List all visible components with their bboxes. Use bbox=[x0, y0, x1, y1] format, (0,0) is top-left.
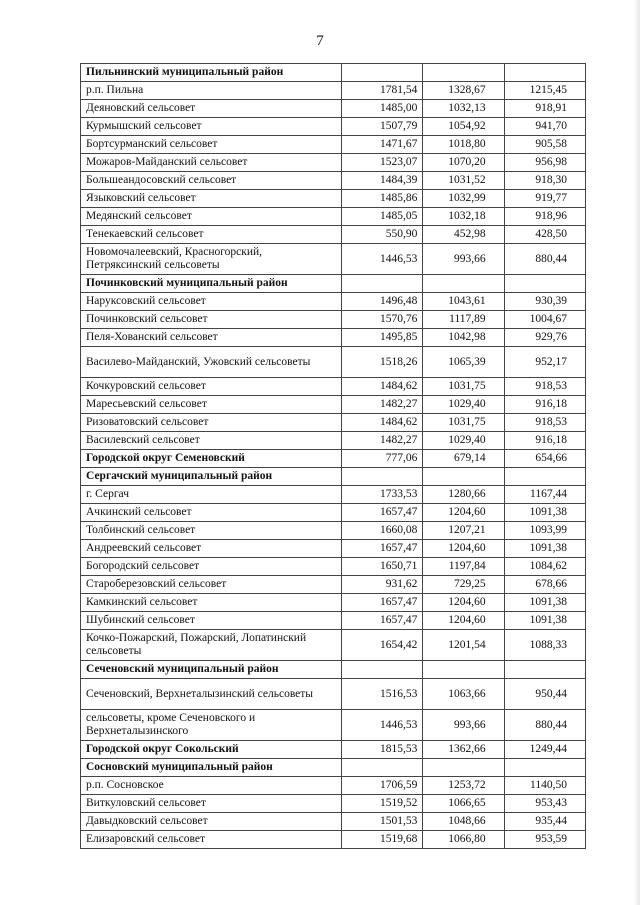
row-name-cell: Василево-Майданский, Ужовский сельсоветы bbox=[81, 347, 342, 378]
row-name-cell: Сосновский муниципальный район bbox=[81, 759, 342, 777]
row-name-cell: Камкинский сельсовет bbox=[81, 594, 342, 612]
row-name-cell: Наруксовский сельсовет bbox=[81, 293, 342, 311]
row-name-cell: Медянский сельсовет bbox=[81, 208, 342, 226]
row-value-1-cell: 1516,53 bbox=[342, 679, 423, 710]
row-value-1-cell: 550,90 bbox=[342, 226, 423, 244]
row-name-cell: Толбинский сельсовет bbox=[81, 522, 342, 540]
row-value-2-cell: 1031,52 bbox=[423, 172, 504, 190]
row-name-cell: Сергачский муниципальный район bbox=[81, 468, 342, 486]
row-value-3-cell: 1004,67 bbox=[504, 311, 585, 329]
table-row bbox=[81, 396, 586, 414]
row-value-3-cell: 678,66 bbox=[504, 576, 585, 594]
table-row bbox=[81, 612, 586, 630]
row-name-cell: Новомочалеевский, Красногорский, Петряксинский сельсоветы bbox=[81, 244, 342, 275]
row-value-2-cell: 1204,60 bbox=[423, 540, 504, 558]
row-value-2-cell: 993,66 bbox=[423, 710, 504, 741]
row-name-cell: Елизаровский сельсовет bbox=[81, 831, 342, 849]
row-name-cell: Большеандосовский сельсовет bbox=[81, 172, 342, 190]
row-value-2-cell bbox=[423, 759, 504, 777]
row-value-2-cell: 1117,89 bbox=[423, 311, 504, 329]
row-value-1-cell: 777,06 bbox=[342, 450, 423, 468]
row-value-3-cell: 950,44 bbox=[504, 679, 585, 710]
row-value-2-cell: 1204,60 bbox=[423, 594, 504, 612]
row-value-1-cell: 1485,86 bbox=[342, 190, 423, 208]
row-name-cell: Сеченовский муниципальный район bbox=[81, 661, 342, 679]
row-value-2-cell: 452,98 bbox=[423, 226, 504, 244]
section-row bbox=[81, 450, 586, 468]
row-value-3-cell: 916,18 bbox=[504, 396, 585, 414]
row-value-2-cell: 1032,99 bbox=[423, 190, 504, 208]
row-name-cell: Сеченовский, Верхнеталызинский сельсоветы bbox=[81, 679, 342, 710]
row-value-1-cell: 1495,85 bbox=[342, 329, 423, 347]
table-row bbox=[81, 558, 586, 576]
row-value-2-cell: 1042,98 bbox=[423, 329, 504, 347]
row-value-3-cell: 918,96 bbox=[504, 208, 585, 226]
row-value-1-cell: 1650,71 bbox=[342, 558, 423, 576]
row-value-2-cell: 1031,75 bbox=[423, 414, 504, 432]
table-row bbox=[81, 311, 586, 329]
row-value-2-cell: 1253,72 bbox=[423, 777, 504, 795]
row-name-cell: Языковский сельсовет bbox=[81, 190, 342, 208]
table-row bbox=[81, 329, 586, 347]
row-value-2-cell: 679,14 bbox=[423, 450, 504, 468]
table-row bbox=[81, 82, 586, 100]
row-value-2-cell: 1032,18 bbox=[423, 208, 504, 226]
section-row bbox=[81, 759, 586, 777]
row-value-1-cell bbox=[342, 275, 423, 293]
row-value-3-cell: 1091,38 bbox=[504, 540, 585, 558]
row-value-1-cell: 1484,62 bbox=[342, 378, 423, 396]
row-value-3-cell: 1091,38 bbox=[504, 504, 585, 522]
row-name-cell: Пильнинский муниципальный район bbox=[81, 64, 342, 82]
row-value-3-cell: 935,44 bbox=[504, 813, 585, 831]
row-value-2-cell: 1201,54 bbox=[423, 630, 504, 661]
table-row bbox=[81, 576, 586, 594]
row-name-cell: Виткуловский сельсовет bbox=[81, 795, 342, 813]
section-row bbox=[81, 64, 586, 82]
row-value-1-cell: 1484,62 bbox=[342, 414, 423, 432]
row-value-1-cell: 1657,47 bbox=[342, 594, 423, 612]
row-value-2-cell: 1065,39 bbox=[423, 347, 504, 378]
row-value-2-cell: 1054,92 bbox=[423, 118, 504, 136]
row-value-1-cell: 1706,59 bbox=[342, 777, 423, 795]
row-value-1-cell: 1485,00 bbox=[342, 100, 423, 118]
page-number: 7 bbox=[316, 33, 324, 49]
table-row bbox=[81, 118, 586, 136]
table-row bbox=[81, 813, 586, 831]
row-value-1-cell: 1519,52 bbox=[342, 795, 423, 813]
table-row bbox=[81, 504, 586, 522]
section-row bbox=[81, 275, 586, 293]
row-value-3-cell: 1084,62 bbox=[504, 558, 585, 576]
row-value-3-cell: 953,59 bbox=[504, 831, 585, 849]
row-value-3-cell: 930,39 bbox=[504, 293, 585, 311]
row-name-cell: Маресьевский сельсовет bbox=[81, 396, 342, 414]
row-value-3-cell: 654,66 bbox=[504, 450, 585, 468]
row-value-1-cell: 1471,67 bbox=[342, 136, 423, 154]
row-value-3-cell: 953,43 bbox=[504, 795, 585, 813]
row-value-3-cell: 916,18 bbox=[504, 432, 585, 450]
table-row bbox=[81, 208, 586, 226]
row-value-2-cell: 1204,60 bbox=[423, 504, 504, 522]
row-value-3-cell: 956,98 bbox=[504, 154, 585, 172]
row-value-2-cell: 1362,66 bbox=[423, 741, 504, 759]
row-name-cell: Деяновский сельсовет bbox=[81, 100, 342, 118]
row-value-2-cell: 1031,75 bbox=[423, 378, 504, 396]
row-name-cell: Тенекаевский сельсовет bbox=[81, 226, 342, 244]
table-row bbox=[81, 540, 586, 558]
row-value-2-cell bbox=[423, 275, 504, 293]
row-value-2-cell: 1029,40 bbox=[423, 396, 504, 414]
table-row bbox=[81, 414, 586, 432]
row-value-3-cell: 1249,44 bbox=[504, 741, 585, 759]
table-row bbox=[81, 710, 586, 741]
row-value-3-cell: 941,70 bbox=[504, 118, 585, 136]
row-name-cell: Богородский сельсовет bbox=[81, 558, 342, 576]
table-row bbox=[81, 293, 586, 311]
row-value-2-cell: 1328,67 bbox=[423, 82, 504, 100]
row-value-1-cell: 1485,05 bbox=[342, 208, 423, 226]
row-value-2-cell: 1066,80 bbox=[423, 831, 504, 849]
row-name-cell: Можаров-Майданский сельсовет bbox=[81, 154, 342, 172]
table-row bbox=[81, 486, 586, 504]
row-value-3-cell: 1140,50 bbox=[504, 777, 585, 795]
row-name-cell: Кочко-Пожарский, Пожарский, Лопатинский сельсоветы bbox=[81, 630, 342, 661]
row-value-2-cell: 1043,61 bbox=[423, 293, 504, 311]
row-value-2-cell: 1032,13 bbox=[423, 100, 504, 118]
row-value-3-cell: 905,58 bbox=[504, 136, 585, 154]
row-value-2-cell bbox=[423, 661, 504, 679]
row-name-cell: Шубинский сельсовет bbox=[81, 612, 342, 630]
row-value-2-cell: 993,66 bbox=[423, 244, 504, 275]
row-name-cell: Городской округ Сокольский bbox=[81, 741, 342, 759]
row-value-3-cell: 1091,38 bbox=[504, 612, 585, 630]
row-value-3-cell: 1093,99 bbox=[504, 522, 585, 540]
row-value-1-cell: 1446,53 bbox=[342, 244, 423, 275]
row-value-3-cell: 952,17 bbox=[504, 347, 585, 378]
row-value-3-cell: 919,77 bbox=[504, 190, 585, 208]
row-value-3-cell: 1088,33 bbox=[504, 630, 585, 661]
row-value-1-cell bbox=[342, 64, 423, 82]
row-value-2-cell: 1048,66 bbox=[423, 813, 504, 831]
row-name-cell: Ризоватовский сельсовет bbox=[81, 414, 342, 432]
table-row bbox=[81, 594, 586, 612]
row-value-1-cell: 1733,53 bbox=[342, 486, 423, 504]
table-row bbox=[81, 630, 586, 661]
row-value-1-cell bbox=[342, 661, 423, 679]
row-value-1-cell: 1446,53 bbox=[342, 710, 423, 741]
row-value-3-cell bbox=[504, 64, 585, 82]
row-value-2-cell: 1018,80 bbox=[423, 136, 504, 154]
row-value-3-cell: 929,76 bbox=[504, 329, 585, 347]
row-name-cell: Городской округ Семеновский bbox=[81, 450, 342, 468]
row-name-cell: Курмышский сельсовет bbox=[81, 118, 342, 136]
row-name-cell: Починковский сельсовет bbox=[81, 311, 342, 329]
row-value-2-cell bbox=[423, 64, 504, 82]
row-value-2-cell: 1063,66 bbox=[423, 679, 504, 710]
row-value-3-cell: 1215,45 bbox=[504, 82, 585, 100]
row-value-3-cell bbox=[504, 275, 585, 293]
row-value-1-cell: 1501,53 bbox=[342, 813, 423, 831]
row-name-cell: Кочкуровский сельсовет bbox=[81, 378, 342, 396]
row-value-2-cell: 1066,65 bbox=[423, 795, 504, 813]
tariff-table bbox=[80, 63, 586, 849]
table-row bbox=[81, 190, 586, 208]
row-value-3-cell: 880,44 bbox=[504, 244, 585, 275]
row-value-3-cell: 918,53 bbox=[504, 414, 585, 432]
table-row bbox=[81, 777, 586, 795]
row-value-1-cell: 1484,39 bbox=[342, 172, 423, 190]
row-name-cell: Ачкинский сельсовет bbox=[81, 504, 342, 522]
row-value-3-cell: 918,91 bbox=[504, 100, 585, 118]
row-value-2-cell: 1280,66 bbox=[423, 486, 504, 504]
row-name-cell: Староберезовский сельсовет bbox=[81, 576, 342, 594]
row-value-3-cell bbox=[504, 759, 585, 777]
row-value-1-cell: 1657,47 bbox=[342, 504, 423, 522]
section-row bbox=[81, 661, 586, 679]
row-value-3-cell: 918,53 bbox=[504, 378, 585, 396]
row-value-3-cell: 428,50 bbox=[504, 226, 585, 244]
table-row bbox=[81, 795, 586, 813]
row-name-cell: Пеля-Хованский сельсовет bbox=[81, 329, 342, 347]
row-value-1-cell: 1482,27 bbox=[342, 432, 423, 450]
row-value-2-cell: 1204,60 bbox=[423, 612, 504, 630]
row-value-1-cell: 1781,54 bbox=[342, 82, 423, 100]
table-row bbox=[81, 522, 586, 540]
row-value-3-cell: 918,30 bbox=[504, 172, 585, 190]
row-name-cell: г. Сергач bbox=[81, 486, 342, 504]
row-value-1-cell: 1657,47 bbox=[342, 540, 423, 558]
section-row bbox=[81, 741, 586, 759]
row-name-cell: Починковский муниципальный район bbox=[81, 275, 342, 293]
table-row bbox=[81, 244, 586, 275]
row-value-1-cell: 1518,26 bbox=[342, 347, 423, 378]
row-value-1-cell: 1482,27 bbox=[342, 396, 423, 414]
page-edge-shadow bbox=[634, 0, 640, 905]
row-value-1-cell bbox=[342, 759, 423, 777]
table-body bbox=[81, 64, 586, 849]
row-value-3-cell: 1167,44 bbox=[504, 486, 585, 504]
row-value-2-cell: 1029,40 bbox=[423, 432, 504, 450]
section-row bbox=[81, 468, 586, 486]
row-value-1-cell: 1519,68 bbox=[342, 831, 423, 849]
row-value-1-cell: 1657,47 bbox=[342, 612, 423, 630]
table-row bbox=[81, 226, 586, 244]
row-name-cell: Давыдковский сельсовет bbox=[81, 813, 342, 831]
row-value-1-cell: 1523,07 bbox=[342, 154, 423, 172]
table-row bbox=[81, 100, 586, 118]
row-name-cell: р.п. Сосновское bbox=[81, 777, 342, 795]
row-value-1-cell: 1507,79 bbox=[342, 118, 423, 136]
table-row bbox=[81, 378, 586, 396]
row-value-1-cell: 1660,08 bbox=[342, 522, 423, 540]
row-value-3-cell bbox=[504, 661, 585, 679]
row-value-1-cell: 1654,42 bbox=[342, 630, 423, 661]
row-value-1-cell: 1570,76 bbox=[342, 311, 423, 329]
row-value-2-cell: 1207,21 bbox=[423, 522, 504, 540]
table-row bbox=[81, 154, 586, 172]
table-row bbox=[81, 347, 586, 378]
table-row bbox=[81, 432, 586, 450]
row-value-1-cell: 1496,48 bbox=[342, 293, 423, 311]
row-name-cell: р.п. Пильна bbox=[81, 82, 342, 100]
row-value-3-cell bbox=[504, 468, 585, 486]
row-value-1-cell: 931,62 bbox=[342, 576, 423, 594]
row-value-2-cell: 1197,84 bbox=[423, 558, 504, 576]
row-name-cell: сельсоветы, кроме Сеченовского и Верхнеталызинского bbox=[81, 710, 342, 741]
table-row bbox=[81, 679, 586, 710]
row-value-2-cell: 729,25 bbox=[423, 576, 504, 594]
row-name-cell: Андреевский сельсовет bbox=[81, 540, 342, 558]
row-name-cell: Василевский сельсовет bbox=[81, 432, 342, 450]
row-value-3-cell: 880,44 bbox=[504, 710, 585, 741]
row-value-1-cell: 1815,53 bbox=[342, 741, 423, 759]
table-row bbox=[81, 172, 586, 190]
table-row bbox=[81, 136, 586, 154]
row-name-cell: Бортсурманский сельсовет bbox=[81, 136, 342, 154]
row-value-3-cell: 1091,38 bbox=[504, 594, 585, 612]
row-value-2-cell bbox=[423, 468, 504, 486]
row-value-1-cell bbox=[342, 468, 423, 486]
table-row bbox=[81, 831, 586, 849]
row-value-2-cell: 1070,20 bbox=[423, 154, 504, 172]
